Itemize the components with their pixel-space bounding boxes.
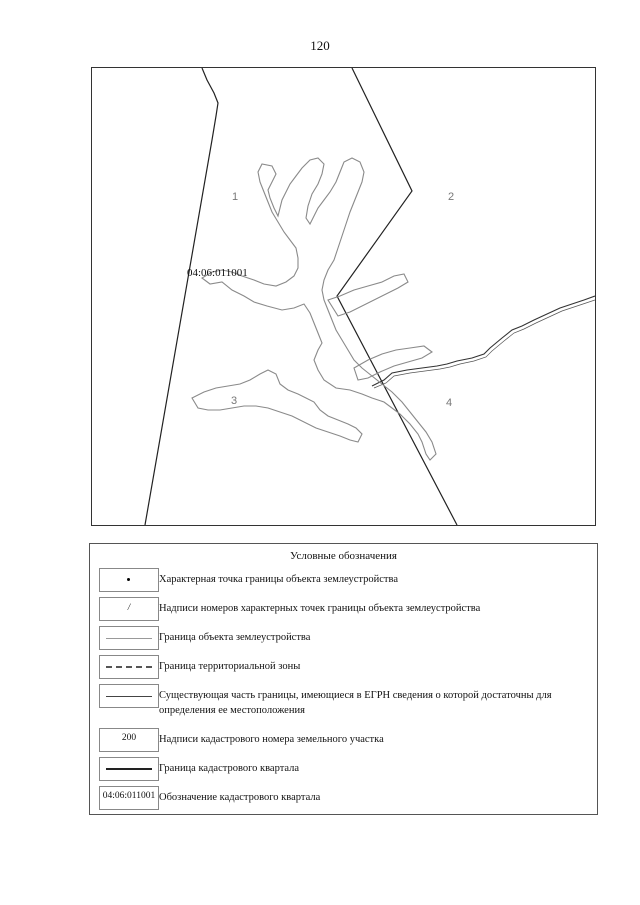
quarter-label-symbol (99, 786, 159, 810)
legend-item-text: Надписи номеров характерных точек границы объекта землеустройства (159, 603, 481, 614)
bold-line-icon (106, 768, 152, 770)
existing-boundary-symbol (99, 684, 159, 708)
object-boundary-symbol (99, 626, 159, 650)
zone-label-2: 2 (448, 191, 455, 203)
quarter-label-sample: 04:06:011001 (102, 791, 156, 801)
dot-icon (127, 578, 130, 581)
legend-item-existing-boundary (99, 684, 589, 718)
legend-item-point (99, 568, 589, 592)
object-boundary-lower (192, 370, 362, 442)
point-number-sample: / (127, 602, 131, 612)
legend-item-quarter-boundary (99, 757, 589, 781)
cadastral-map (92, 68, 595, 525)
legend-item-text: Обозначение кадастрового квартала (159, 792, 321, 803)
point-dot-symbol (99, 568, 159, 592)
legend (89, 543, 598, 815)
legend-item-text: Существующая часть границы, имеющиеся в ЕГРН сведения о которой достаточны для определения ее местоположения (159, 690, 552, 716)
zone-boundary-right (337, 68, 457, 525)
object-boundary (202, 158, 436, 460)
legend-item-text: Граница объекта землеустройства (159, 632, 311, 643)
legend-item-text: Надписи кадастрового номера земельного участка (159, 734, 384, 745)
zone-label-3: 3 (231, 395, 238, 407)
zone-label-4: 4 (446, 397, 453, 409)
river-line-bank (374, 300, 595, 388)
legend-title: Условные обозначения (290, 550, 397, 562)
legend-item-text: Характерная точка границы объекта землеустройства (159, 574, 398, 585)
parcel-number-sample: 200 (121, 733, 137, 743)
legend-item-object-boundary (99, 626, 589, 650)
object-boundary-east (328, 274, 408, 316)
quarter-label: 04:06:011001 (187, 267, 248, 279)
map-frame (91, 67, 596, 526)
dashed-line-icon (106, 666, 152, 668)
point-number-symbol (99, 597, 159, 621)
legend-item-point-number (99, 597, 589, 621)
zone-label-1: 1 (232, 191, 239, 203)
solid-line-icon (106, 696, 152, 697)
thin-line-icon (106, 638, 152, 639)
quarter-boundary-symbol (99, 757, 159, 781)
legend-item-quarter-label (99, 786, 589, 810)
quarter-boundary-left (145, 68, 218, 525)
legend-item-text: Граница территориальной зоны (159, 661, 301, 672)
zone-boundary-symbol (99, 655, 159, 679)
river-line (372, 296, 595, 386)
parcel-number-symbol (99, 728, 159, 752)
page-number: 120 (310, 38, 330, 53)
legend-item-zone-boundary (99, 655, 589, 679)
legend-item-text: Граница кадастрового квартала (159, 763, 300, 774)
legend-item-parcel-number (99, 728, 589, 752)
